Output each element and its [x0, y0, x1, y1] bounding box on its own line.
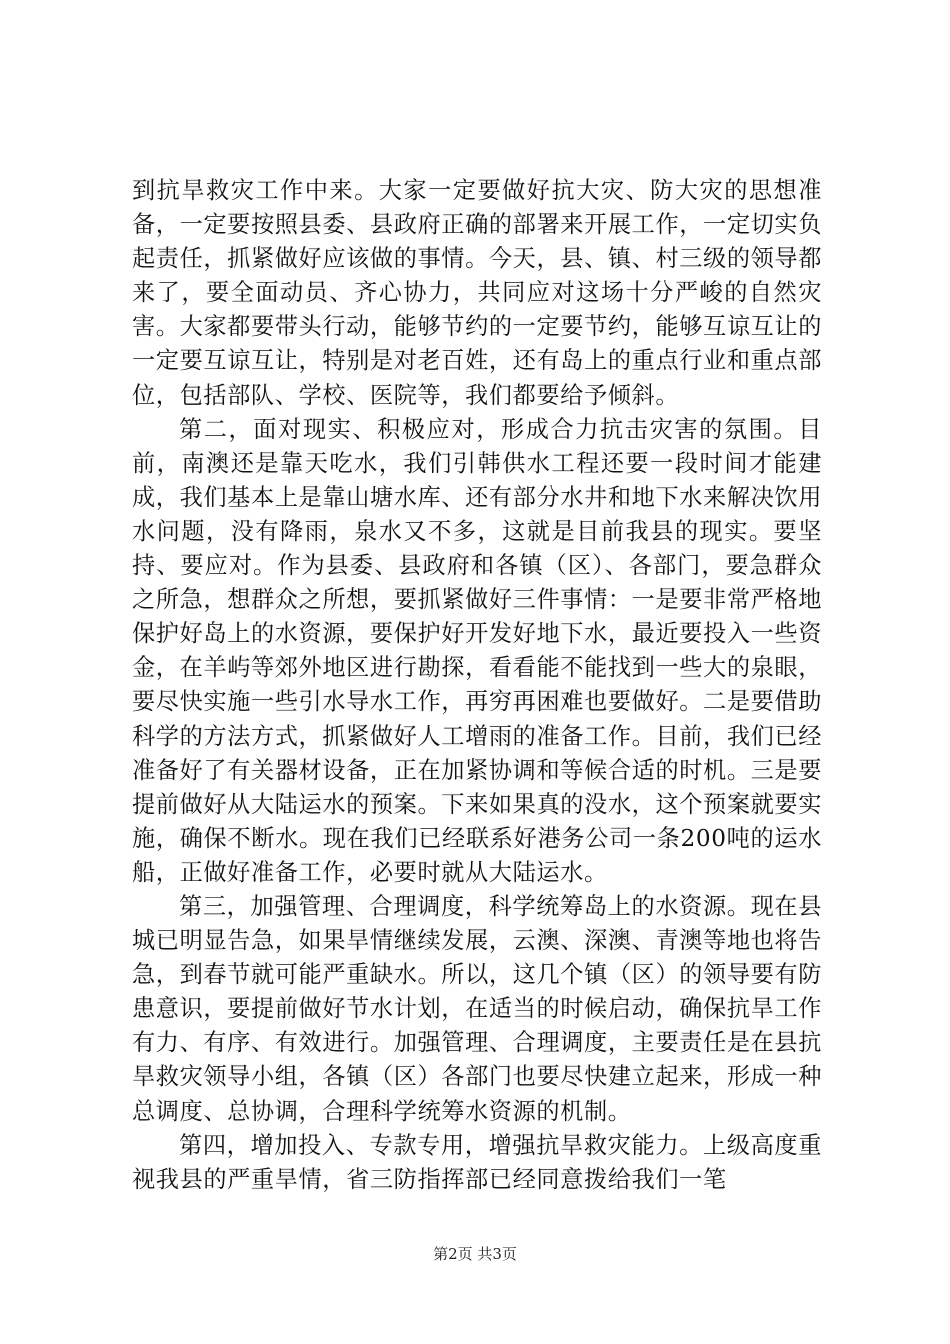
paragraph-2: 第二，面对现实、积极应对，形成合力抗击灾害的氛围。目前，南澳还是靠天吃水，我们引韩供水工程还要一段时间才能建成，我们基本上是靠山塘水库、还有部分水井和地下水来解决饮用水问题，没有降雨，泉水又不多，这就是目前我县的现实。要坚持、要应对。作为县委、县政府和各镇（区）、各部门，要急群众之所急，想群众之所想，要抓紧做好三件事情：一是要非常严格地保护好岛上的水资源，要保护好开发好地下水，最近要投入一些资金，在羊屿等郊外地区进行勘探，看看能不能找到一些大的泉眼，要尽快实施一些引水导水工作，再穷再困难也要做好。二是要借助科学的方法方式，抓紧做好人工增雨的准备工作。目前，我们已经准备好了有关器材设备，正在加紧协调和等候合适的时机。三是要提前做好从大陆运水的预案。下来如果真的没水，这个预案就要实施，确保不断水。现在我们已经联系好港务公司一条200吨的运水船，正做好准备工作，必要时就从大陆运水。 [132, 415, 822, 886]
paragraph-3: 第三，加强管理、合理调度，科学统筹岛上的水资源。现在县城已明显告急，如果旱情继续发展，云澳、深澳、青澳等地也将告急，到春节就可能严重缺水。所以，这几个镇（区）的领导要有防患意识，要提前做好节水计划，在适当的时候启动，确保抗旱工作有力、有序、有效进行。加强管理、合理调度，主要责任是在县抗旱救灾领导小组，各镇（区）各部门也要尽快建立起来，形成一种总调度、总协调，合理科学统筹水资源的机制。 [132, 892, 822, 1125]
paragraph-4: 第四，增加投入、专款专用，增强抗旱救灾能力。上级高度重视我县的严重旱情，省三防指挥部已经同意拨给我们一笔 [132, 1131, 822, 1193]
document-body [132, 174, 822, 1197]
page-number-footer: 第2页 共3页 [433, 1245, 517, 1263]
paragraph-1: 到抗旱救灾工作中来。大家一定要做好抗大灾、防大灾的思想准备，一定要按照县委、县政府正确的部署来开展工作，一定切实负起责任，抓紧做好应该做的事情。今天，县、镇、村三级的领导都来了，要全面动员、齐心协力，共同应对这场十分严峻的自然灾害。大家都要带头行动，能够节约的一定要节约，能够互谅互让的一定要互谅互让，特别是对老百姓，还有岛上的重点行业和重点部位，包括部队、学校、医院等，我们都要给予倾斜。 [132, 177, 822, 409]
